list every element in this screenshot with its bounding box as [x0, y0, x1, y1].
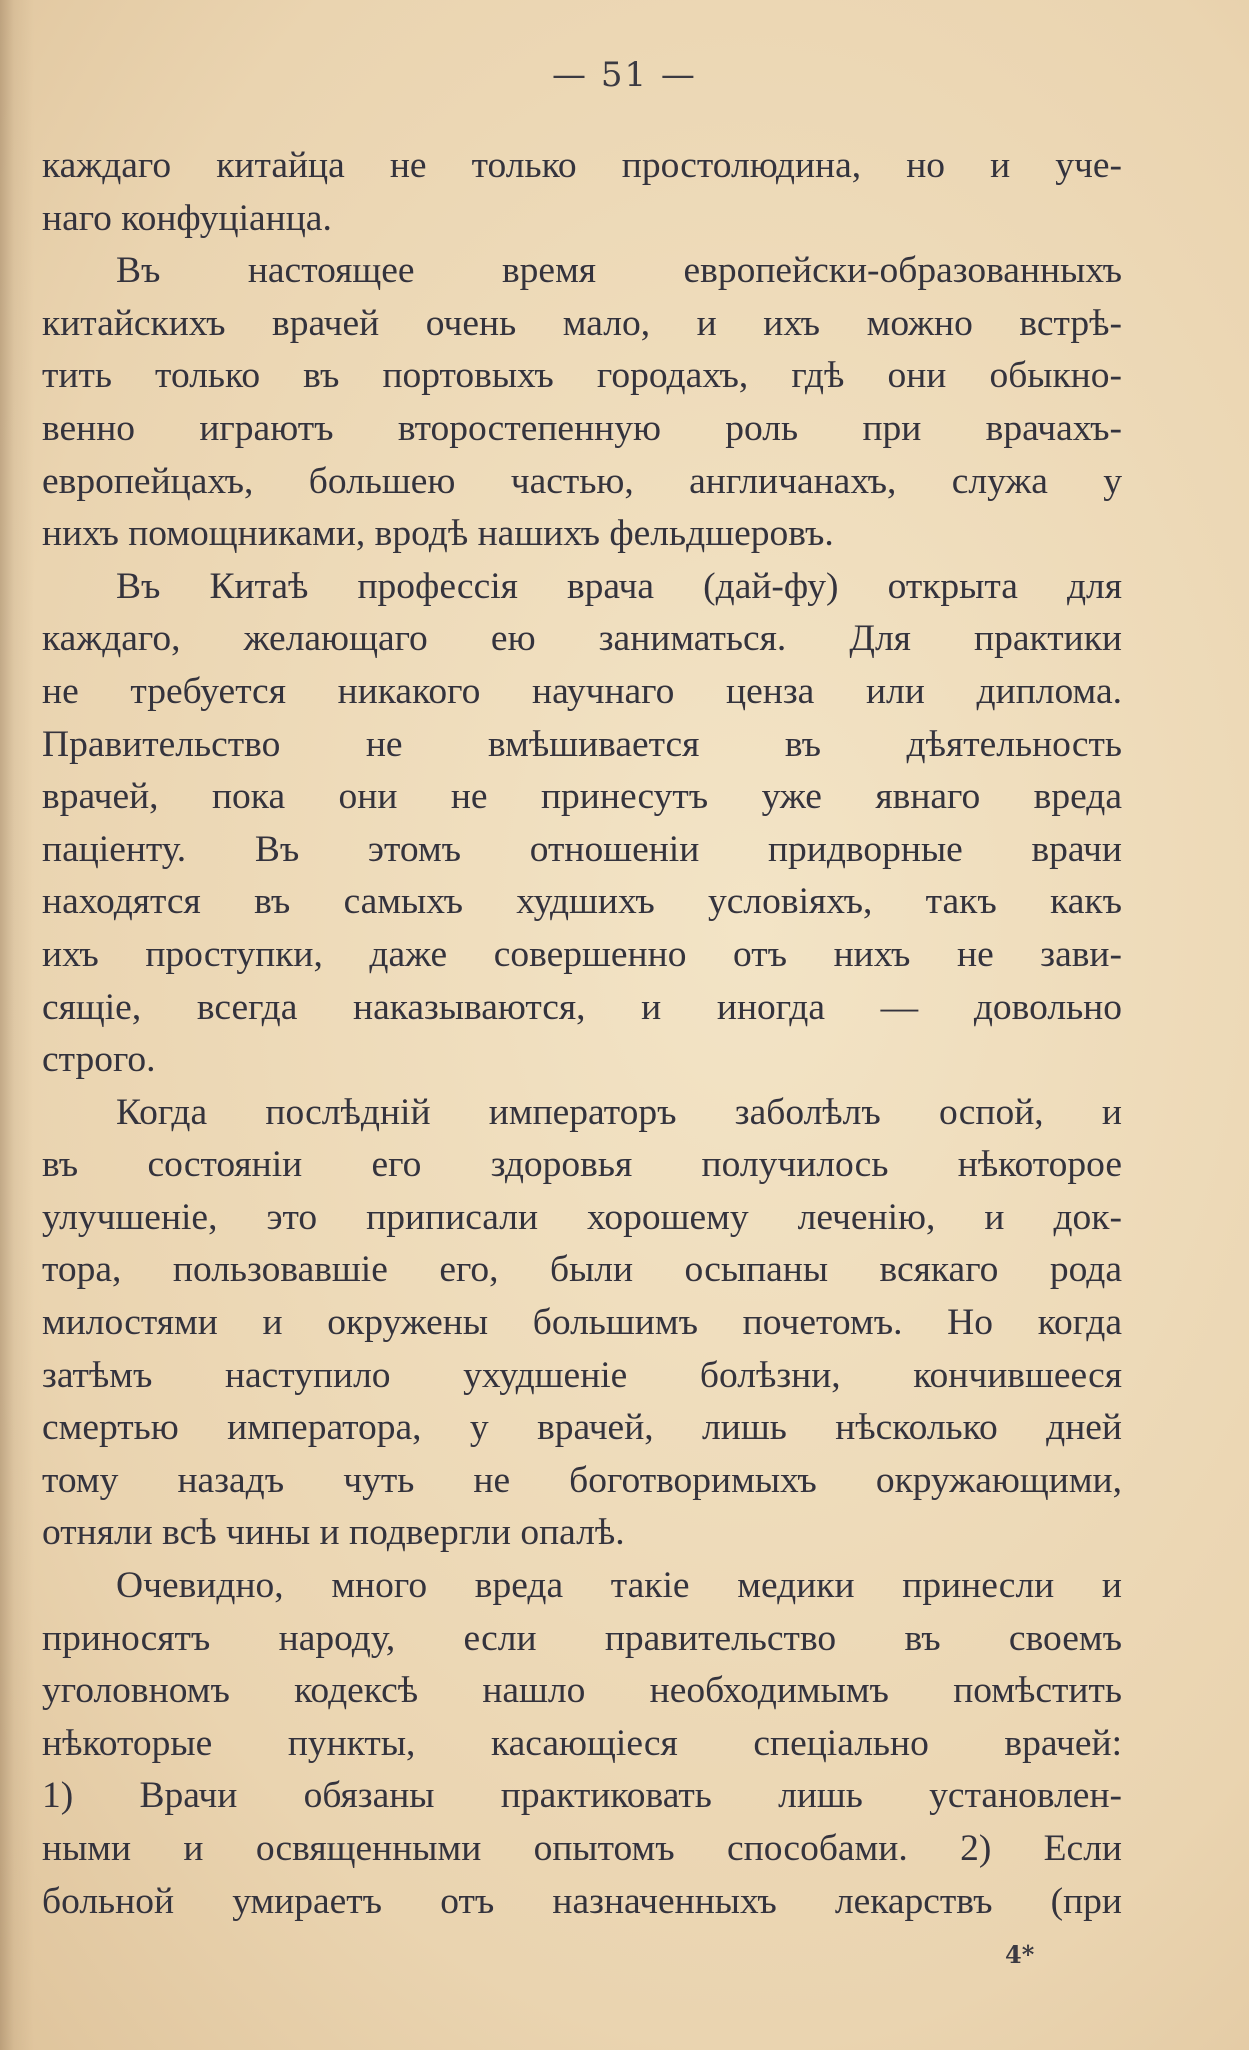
text-line: нихъ помощниками, вродѣ нашихъ фельдшеровъ. [42, 513, 834, 555]
text-line: Правительство не вмѣшивается въ дѣятельность [42, 723, 1122, 765]
text-line: венно играютъ второстепенную роль при врачахъ- [42, 407, 1122, 449]
paragraph [42, 561, 1122, 1087]
text-line: отняли всѣ чины и подвергли опалѣ. [42, 1512, 625, 1554]
text-line: Когда послѣдній императоръ заболѣлъ оспой, и [116, 1091, 1122, 1133]
text-line: нѣкоторые пункты, касающіеся спеціально врачей: [42, 1722, 1122, 1764]
text-line: Очевидно, много вреда такіе медики принесли и [116, 1565, 1122, 1607]
text-line: Въ настоящее время европейски-образованныхъ [116, 250, 1122, 292]
text-line: приносятъ народу, если правительство въ своемъ [42, 1617, 1122, 1659]
text-line: больной умираетъ отъ назначенныхъ лекарствъ (при [42, 1880, 1122, 1922]
text-line: тить только въ портовыхъ городахъ, гдѣ они обыкно- [42, 355, 1122, 397]
text-line: китайскихъ врачей очень мало, и ихъ можно встрѣ- [42, 302, 1122, 344]
paragraph [42, 140, 1122, 245]
text-line: 1) Врачи обязаны практиковать лишь установлен- [42, 1775, 1122, 1817]
signature-mark: 4* [1005, 1940, 1035, 1969]
paragraph [42, 1087, 1122, 1560]
text-line: врачей, пока они не принесутъ уже явнаго вреда [42, 776, 1122, 818]
body-text [42, 140, 1122, 1928]
text-line: уголовномъ кодексѣ нашло необходимымъ помѣстить [42, 1670, 1122, 1712]
text-line: ихъ проступки, даже совершенно отъ нихъ не зави- [42, 933, 1122, 975]
page-number: — 51 — [552, 55, 697, 95]
text-line: сящіе, всегда наказываются, и иногда — довольно [42, 986, 1122, 1028]
text-line: каждаго, желающаго ею заниматься. Для практики [42, 618, 1122, 660]
text-line: европейцахъ, большею частью, англичанахъ, служа у [42, 460, 1122, 502]
text-line: милостями и окружены большимъ почетомъ. Но когда [42, 1302, 1122, 1344]
text-line: ными и освященными опытомъ способами. 2) Если [42, 1828, 1122, 1869]
text-line: находятся въ самыхъ худшихъ условіяхъ, такъ какъ [42, 881, 1122, 923]
text-line: улучшеніе, это приписали хорошему леченію, и док- [42, 1196, 1122, 1238]
text-line: Въ Китаѣ профессія врача (дай-фу) открыта для [116, 565, 1122, 607]
text-line: наго конфуціанца. [42, 197, 332, 239]
text-line: строго. [42, 1039, 156, 1081]
text-line: смертью императора, у врачей, лишь нѣсколько дней [42, 1407, 1122, 1449]
text-line: каждаго китайца не только простолюдина, но и уче- [42, 145, 1122, 186]
text-line: не требуется никакого научнаго ценза или диплома. [42, 670, 1122, 712]
text-line: въ состояніи его здоровья получилось нѣкоторое [42, 1144, 1122, 1186]
paragraph [42, 1560, 1122, 1928]
text-line: паціенту. Въ этомъ отношеніи придворные врачи [42, 828, 1122, 870]
text-line: тора, пользовавшіе его, были осыпаны всякаго рода [42, 1249, 1122, 1291]
text-line: тому назадъ чуть не боготворимыхъ окружающими, [42, 1459, 1122, 1501]
text-line: затѣмъ наступило ухудшеніе болѣзни, кончившееся [42, 1354, 1122, 1396]
paragraph [42, 245, 1122, 561]
